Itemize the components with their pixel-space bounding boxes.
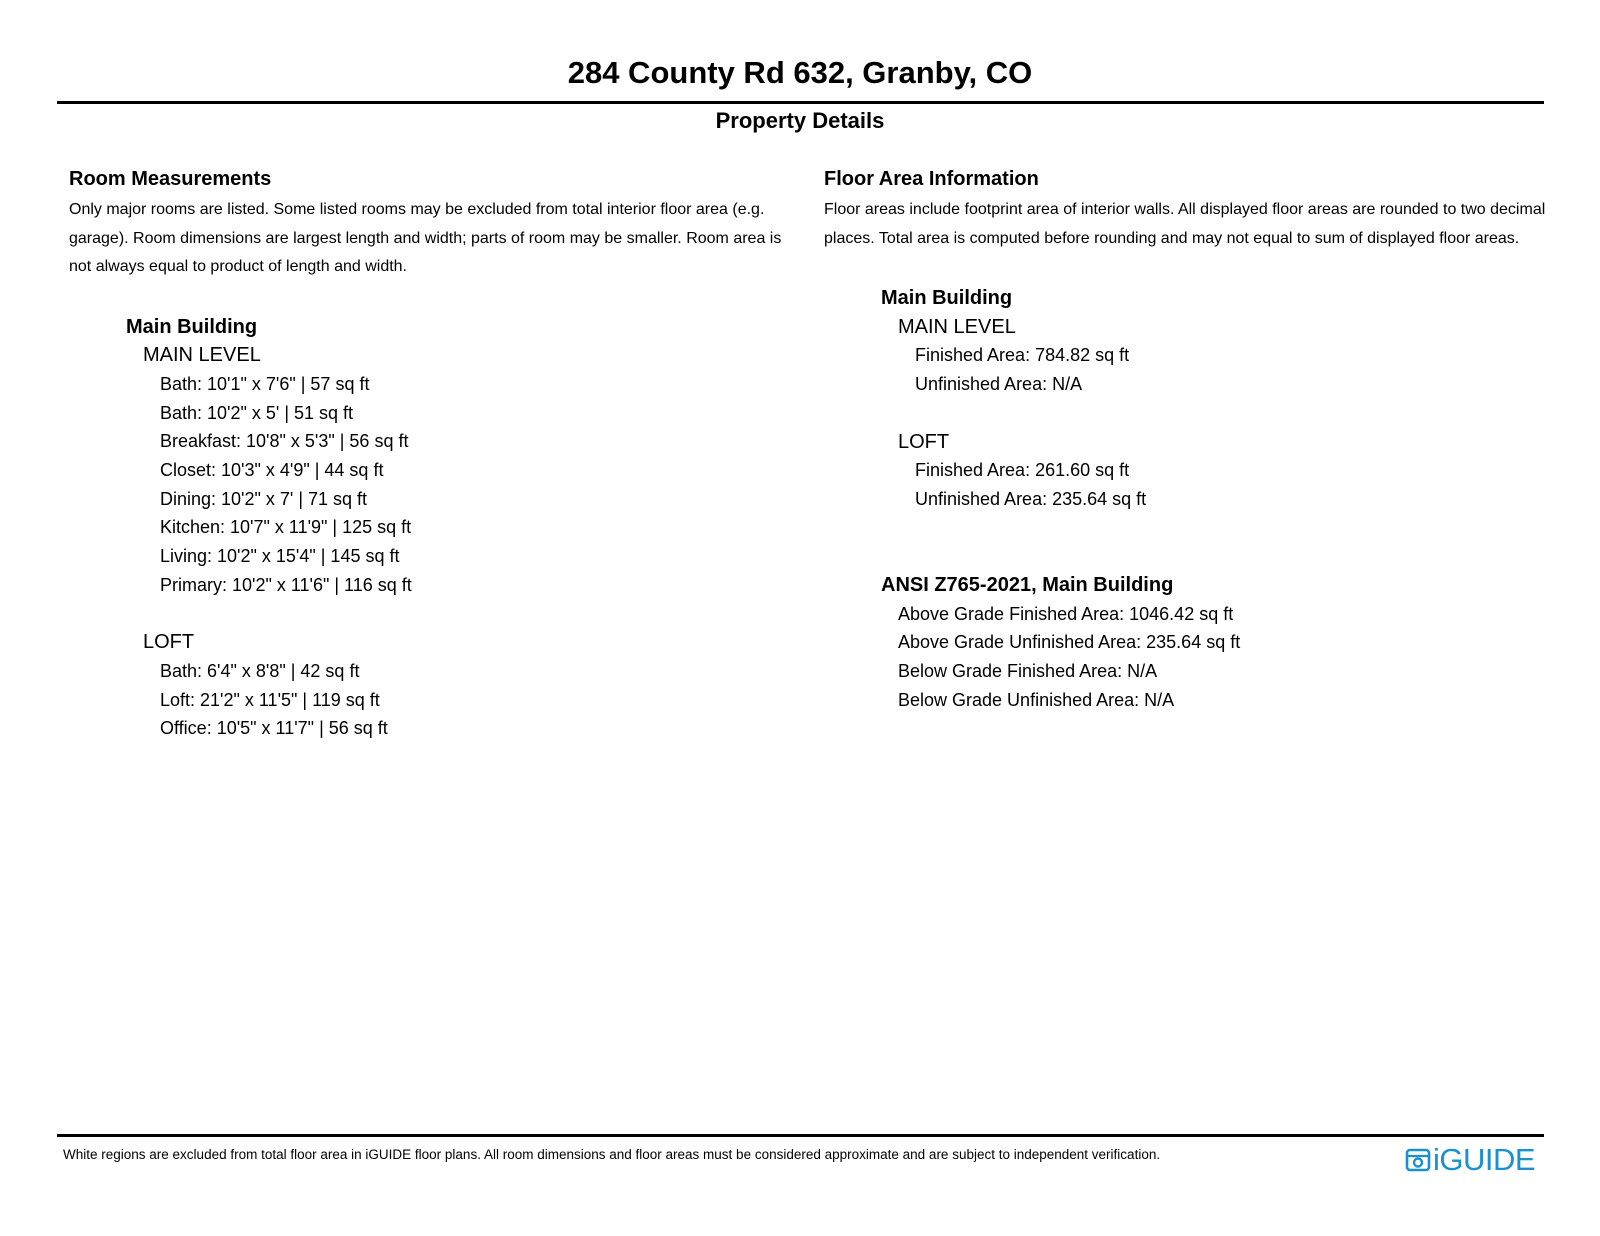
- iguide-logo: [1405, 1143, 1535, 1177]
- floor-level-heading: LOFT: [898, 430, 950, 453]
- room-item: Breakfast: 10'8" x 5'3" | 56 sq ft: [160, 431, 409, 452]
- room-item: Closet: 10'3" x 4'9" | 44 sq ft: [160, 460, 384, 481]
- page-title: 284 County Rd 632, Granby, CO: [567, 55, 1033, 90]
- room-item: Primary: 10'2" x 11'6" | 116 sq ft: [160, 574, 412, 595]
- finished-area: Finished Area: 261.60 sq ft: [915, 460, 1130, 481]
- room-item: Loft: 21'2" x 11'5" | 119 sq ft: [160, 689, 380, 710]
- ansi-item: Below Grade Finished Area: N/A: [898, 661, 1158, 682]
- room-measurements-heading: Room Measurements: [69, 168, 272, 190]
- room-item: Bath: 10'2" x 5' | 51 sq ft: [160, 402, 354, 423]
- room-item: Living: 10'2" x 15'4" | 145 sq ft: [160, 546, 400, 567]
- iguide-camera-icon: [1405, 1147, 1431, 1173]
- floor-level-heading: MAIN LEVEL: [898, 315, 1016, 338]
- room-level-heading: LOFT: [143, 631, 195, 654]
- ansi-heading: ANSI Z765-2021, Main Building: [881, 574, 1174, 596]
- floor-building-heading: Main Building: [881, 287, 1013, 309]
- logo-text: iGUIDE: [1433, 1142, 1536, 1177]
- room-item: Dining: 10'2" x 7' | 71 sq ft: [160, 488, 368, 509]
- footer-divider: [57, 1134, 1544, 1137]
- ansi-item: Below Grade Unfinished Area: N/A: [898, 689, 1175, 710]
- room-item: Bath: 10'1" x 7'6" | 57 sq ft: [160, 373, 370, 394]
- room-item: Office: 10'5" x 11'7" | 56 sq ft: [160, 718, 388, 739]
- floor-area-section: [824, 166, 1554, 715]
- room-building-heading: Main Building: [126, 315, 258, 338]
- ansi-item: Above Grade Finished Area: 1046.42 sq ft: [898, 603, 1234, 624]
- floor-area-heading: Floor Area Information: [824, 168, 1039, 190]
- floor-area-description: Floor areas include footprint area of interior walls. All displayed floor areas are rounded to two decimal places. Total area is computed before rounding and may not equal to sum of displayed floor areas.: [824, 201, 1546, 247]
- unfinished-area: Unfinished Area: N/A: [915, 374, 1083, 395]
- room-item: Kitchen: 10'7" x 11'9" | 125 sq ft: [160, 517, 412, 538]
- ansi-item: Above Grade Unfinished Area: 235.64 sq ft: [898, 632, 1241, 653]
- room-level-heading: MAIN LEVEL: [143, 344, 261, 367]
- room-item: Bath: 6'4" x 8'8" | 42 sq ft: [160, 660, 360, 681]
- title-divider: [57, 101, 1544, 104]
- footer-disclaimer: White regions are excluded from total floor area in iGUIDE floor plans. All room dimensions and floor areas must be considered approximate and are subject to independent verification.: [63, 1147, 1161, 1162]
- finished-area: Finished Area: 784.82 sq ft: [915, 345, 1130, 366]
- unfinished-area: Unfinished Area: 235.64 sq ft: [915, 488, 1147, 509]
- page-subtitle: Property Details: [715, 108, 885, 133]
- room-measurements-section: [69, 166, 789, 743]
- room-measurements-description: Only major rooms are listed. Some listed rooms may be excluded from total interior floor area (e.g. garage). Room dimensions are largest length and width; parts of room may be smaller. Room area is not always equal to product of length and width.: [69, 201, 782, 275]
